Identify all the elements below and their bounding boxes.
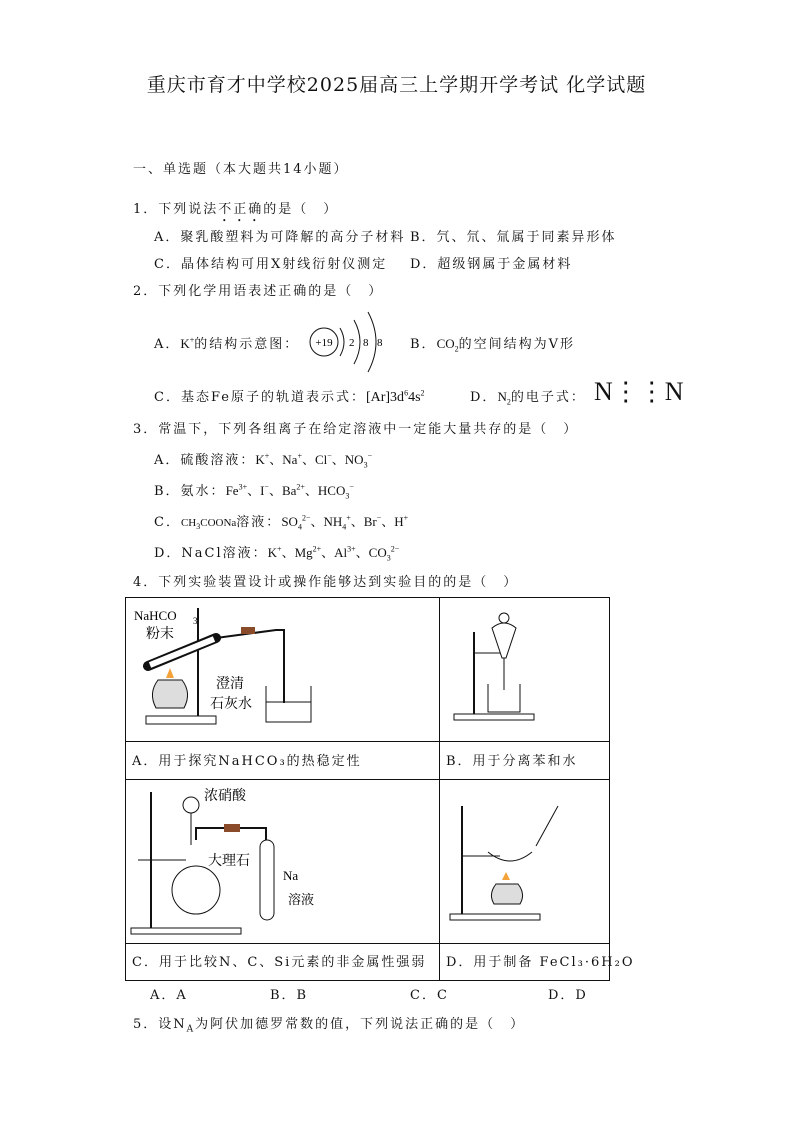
svg-text:溶液: 溶液: [288, 893, 315, 908]
cell-d-caption: D．用于制备 FeCl₃·6H₂O: [446, 955, 635, 970]
q4-option-a[interactable]: A．A: [150, 988, 188, 1003]
svg-text:大理石: 大理石: [208, 853, 250, 869]
question-2-stem: 2．下列化学用语表述正确的是（ ）: [133, 284, 384, 299]
shell-2-count: 8: [363, 337, 369, 349]
q3-option-c[interactable]: C．$CH_3COONa$溶液：$SO_4^{2-}$、$NH_4^+$、Br−、H+: [154, 513, 409, 532]
svg-text:澄清: 澄清: [216, 676, 244, 692]
cell-a-caption: A．用于探究NaHCO₃的热稳定性: [132, 754, 362, 769]
shell-3-count: 8: [377, 337, 383, 349]
svg-text:3: 3: [193, 616, 198, 626]
nucleus-charge: +19: [315, 337, 333, 349]
emphasis-text: 不正确: [218, 202, 264, 217]
q1-option-c[interactable]: C．晶体结构可用X射线衍射仪测定: [154, 257, 388, 272]
svg-text:石灰水: 石灰水: [210, 696, 252, 712]
svg-text:Na: Na: [283, 868, 299, 883]
q3-option-b[interactable]: B．氨水：$Fe^{3+}$、I−、$Ba^{2+}$、$HCO_3^-$: [154, 482, 354, 501]
page-title: 重庆市育才中学校2025届高三上学期开学考试 化学试题: [146, 74, 647, 96]
svg-text:粉末: 粉末: [146, 626, 174, 642]
n2-electron-formula: N⋮⋮N: [594, 377, 684, 406]
q1-option-d[interactable]: D．超级钢属于金属材料: [410, 257, 573, 272]
question-3-stem: 3．常温下，下列各组离子在给定溶液中一定能大量共存的是（ ）: [133, 422, 579, 437]
q3-option-d[interactable]: D．NaCl溶液：K+、$Mg^{2+}$、$Al^{3+}$、$CO_3^{2-}$: [154, 544, 400, 563]
section-heading: 一、单选题（本大题共14小题）: [133, 162, 349, 177]
cell-b-caption: B．用于分离苯和水: [446, 754, 578, 769]
q4-option-d[interactable]: D．D: [548, 988, 588, 1003]
q1-option-a[interactable]: A．聚乳酸塑料为可降解的高分子材料: [154, 230, 406, 245]
q2-option-b[interactable]: B．$CO_2$的空间结构为V形: [410, 336, 576, 354]
q2-option-c[interactable]: C．基态Fe原子的轨道表示式：$[Ar]3d^64s^2$: [154, 388, 425, 405]
q2-option-d[interactable]: D．$N_2$的电子式：: [470, 389, 586, 407]
figure-a-apparatus: [126, 598, 439, 741]
figure-d-evaporation: [440, 780, 610, 943]
figure-b-separatory-funnel: [440, 598, 610, 741]
question-5-stem: 5．设$N_A$为阿伏加德罗常数的值，下列说法正确的是（ ）: [133, 1017, 526, 1035]
q2-option-a[interactable]: A．K+的结构示意图：: [154, 335, 300, 352]
q4-option-b[interactable]: B．B: [270, 988, 309, 1003]
question-4-stem: 4．下列实验装置设计或操作能够达到实验目的的是（ ）: [133, 575, 519, 590]
figure-c-apparatus: [126, 780, 439, 943]
shell-1-count: 2: [349, 337, 355, 349]
q1-option-b[interactable]: B．氕、氘、氚属于同素异形体: [410, 230, 617, 245]
q3-option-a[interactable]: A．硫酸溶液：K+、Na+、Cl−、$NO_3^-$: [154, 451, 373, 470]
k-ion-structure-diagram: [302, 302, 392, 382]
question-1-stem: 1．下列说法不正确的是（ ）: [133, 202, 339, 217]
svg-text:NaHCO: NaHCO: [134, 608, 177, 623]
svg-text:浓硝酸: 浓硝酸: [204, 788, 246, 804]
cell-c-caption: C．用于比较N、C、Si元素的非金属性强弱: [132, 955, 427, 970]
experiment-table: [125, 597, 635, 981]
q4-option-c[interactable]: C．C: [410, 988, 449, 1003]
